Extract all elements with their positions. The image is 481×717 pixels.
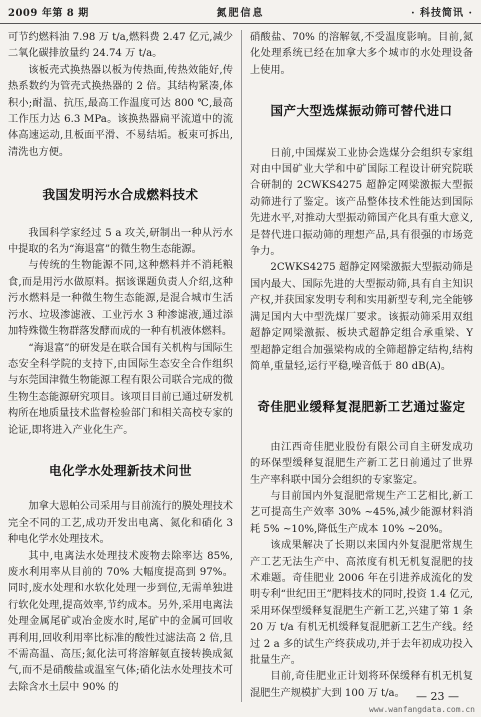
paragraph: 硝酸盐、70% 的溶解氨,不受温度影响。目前,氮化处理系统已经在加拿大多个城市的水处理设备上使用。 — [250, 32, 473, 76]
paragraph: “海退富”的研发是在联合国有关机构与国际生态安全科学院的支持下,由国际生态安全合作组织与东莞国津微生物能源工程有限公司联合完成的微生物生态能源研究项目。该项目目前已通过研发机构所在地质量技术监督检验部门和相关高校专家的论证,即将进入产业化生产。 — [8, 342, 233, 436]
article-title: 国产大型选煤振动筛可替代进口 — [270, 103, 453, 119]
journal-name: 氮肥信息 — [216, 8, 265, 19]
site-watermark: www.wanfangdata.com.cn — [369, 705, 475, 714]
paragraph: 2CWKS4275 超静定网梁激振大型振动筛是国内最大、国际先进的大型振动筛,具有自主知识产权,并获国家发明专利和实用新型专利,完全能够满足国内大中型洗煤厂要求。该振动筛采用双组超静定网梁激振、板块式超静定组合承重梁、Y 型超静定组合加强梁构成的全筛超静定结构,结构简单,重量轻,运行平稳,噪音低于 80 dB(A)。 — [250, 262, 473, 372]
paragraph: 可节约燃料油 7.98 万 t/a,燃料费 2.47 亿元,减少二氧化碳排放量约 24.74 万 t/a。 — [8, 32, 233, 60]
article-title: 电化学水处理新技术问世 — [48, 462, 192, 478]
page-number: — 23 — — [416, 690, 459, 703]
running-header — [0, 0, 481, 24]
left-column — [8, 30, 233, 696]
article-title: 我国发明污水合成燃料技术 — [42, 187, 199, 203]
paragraph: 与目前国内外复混肥常规生产工艺相比,新工艺可提高生产效率 30% ~45%,减少能源材料消耗 5% ~10%,降低生产成本 10% ~20%。 — [250, 490, 473, 535]
column-divider — [241, 30, 242, 702]
right-column — [250, 30, 473, 702]
paragraph: 该板壳式换热器以板为传热面,传热效能好,传热系数约为管壳式换热器的 2 倍。其结构紧凑,体积小;耐温、抗压,最高工作温度可达 800 ℃,最高工作压力达 6.3 MPa。该换热器扁平流道中的流体高速运动,且板面平滑、不易结垢。板束可拆出,清洗也方便。 — [8, 64, 233, 158]
issue-label: 2009 年第 8 期 — [8, 8, 89, 19]
paragraph: 加拿大恩帕公司采用与目前流行的膜处理技术完全不同的工艺,成功开发出电离、氮化和硝化 3 种电化学水处理技术。 — [8, 501, 233, 546]
article-title: 奇佳肥业缓释复混肥新工艺通过鉴定 — [257, 399, 466, 415]
paragraph: 该成果解决了长期以来国内外复混肥常规生产工艺无法生产中、高浓度有机无机复混肥的技术难题。奇佳肥业 2006 年在引进养成流化的发明专利“世纪田王”肥料技术的同时,投资 1.4 亿元,采用环保型缓释复混肥生产新工艺,兴建了第 1 条 20 万 t/a 有机无机缓释复混肥新工艺生产线。经过 2 a 多的试生产终获成功,并于去年初成功投入批量生产。 — [250, 540, 473, 666]
paragraph: 与传统的生物能源不同,这种燃料并不消耗粮食,而是用污水做原料。据该课题负责人介绍,这种污水燃料是一种微生物生态能源,是混合城市生活污水、垃圾渗滤液、工业污水 3 种渗滤液,通过添加特殊微生物群落发酵而成的一种有机液体燃料。 — [8, 260, 233, 338]
paragraph: 日前,中国煤炭工业协会选煤分会组织专家组对由中国矿业大学和中矿国际工程设计研究院联合研制的 2CWKS4275 超静定网梁激振大型振动筛进行了鉴定。该产品整体技术性能达到国际先进水平,对推动大型振动筛国产化具有重大意义,是替代进口振动筛的理想产品,具有很强的市场竞争力。 — [250, 147, 473, 258]
paragraph: 我国科学家经过 5 a 攻关,研制出一种从污水中提取的名为“海退富”的微生物生态能源。 — [8, 227, 233, 256]
paragraph: 由江西奇佳肥业股份有限公司自主研发成功的环保型缓释复混肥生产新工艺日前通过了世界生产率科联中国分会组织的专家鉴定。 — [250, 441, 473, 486]
paragraph: 其中,电离法水处理技术废物去除率达 85%,废水利用率从目前的 70% 大幅度提高到 97%。同时,废水处理和水软化处理一步到位,无需单独进行软化处理,提高效率,节约成本。另外,采用电离法处理金属尾矿或冶金废水时,尾矿中的金属可回收再利用,回收利用率比标准的酸性过滤法高 2 倍,且不需高温、高压;氮化法可将溶解氨直接转换成氮气,而不是硝酸盐或温室气体;硝化法水处理技术可去除含水土层中 90% 的 — [8, 550, 233, 693]
section-label: · 科技简讯 · — [411, 8, 473, 19]
paragraph: 目前,奇佳肥业正计划将环保缓释有机无机复混肥生产规模扩大到 100 万 t/a。 — [250, 671, 473, 699]
